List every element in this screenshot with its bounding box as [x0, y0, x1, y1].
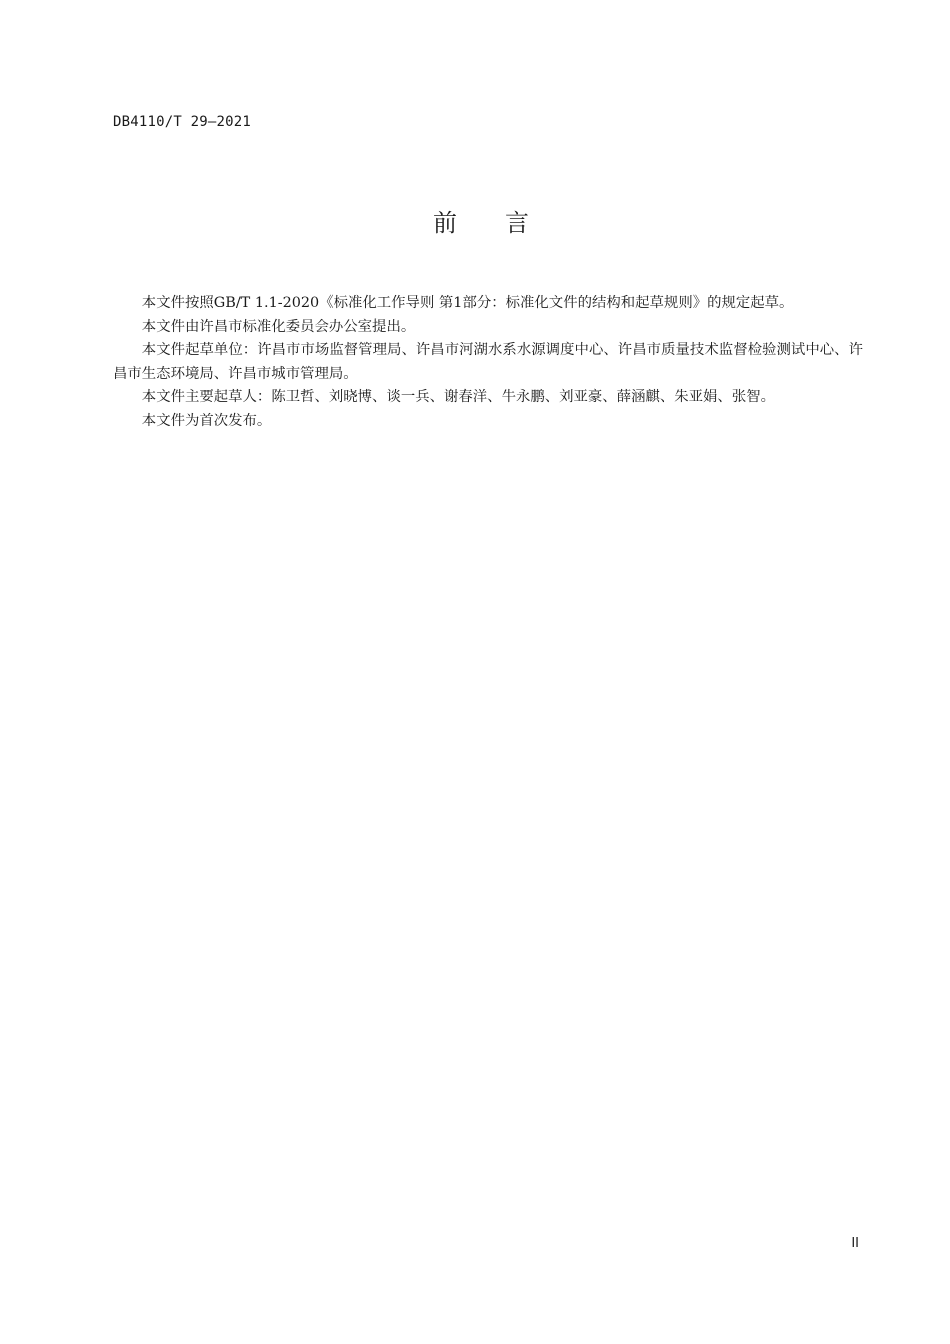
page-number: II [851, 1236, 859, 1251]
foreword-body [113, 292, 863, 433]
paragraph-drafters: 本文件主要起草人：陈卫哲、刘晓博、谈一兵、谢春洋、牛永鹏、刘亚豪、薛涵麒、朱亚娟、张智。 [141, 389, 775, 405]
paragraph-drafting-units: 本文件起草单位：许昌市市场监督管理局、许昌市河湖水系水源调度中心、许昌市质量技术监督检验测试中心、许昌市生态环境局、许昌市城市管理局。 [113, 342, 863, 382]
document-code: DB4110/T 29—2021 [113, 114, 252, 130]
paragraph-proposer: 本文件由许昌市标准化委员会办公室提出。 [141, 318, 416, 335]
paragraph-first-release: 本文件为首次发布。 [141, 412, 272, 429]
page-title: 前言 [433, 209, 577, 237]
paragraph-drafting-rules: 本文件按照GB/T 1.1-2020《标准化工作导则 第1部分：标准化文件的结构和起草规则》的规定起草。 [141, 295, 794, 311]
